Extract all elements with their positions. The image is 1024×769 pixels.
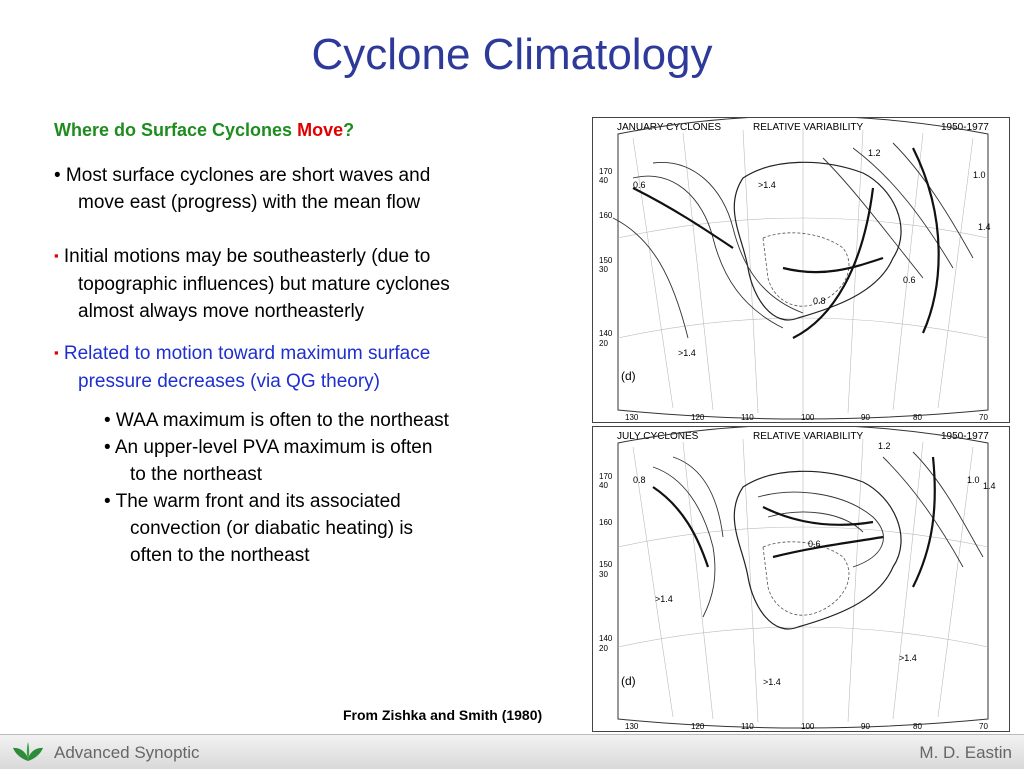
map-top-tick: 160	[599, 211, 613, 220]
bullet-3-line-1: Related to motion toward maximum surface	[63, 343, 431, 364]
subheading-suffix: ?	[343, 120, 355, 140]
sub-bullet-2-line-2: to the northeast	[130, 464, 263, 485]
map-top-tick: 130	[625, 413, 639, 422]
map-bottom-tick: 140	[599, 634, 613, 643]
map-bottom-tick: 70	[979, 722, 988, 731]
map-top-tick: 120	[691, 413, 705, 422]
map-bottom-label-a: >1.4	[655, 594, 673, 604]
map-top-tick: 150	[599, 256, 613, 265]
map-top-heading-right: 1950-1977	[941, 122, 989, 133]
map-bottom-tick: 170	[599, 472, 613, 481]
map-bottom-panel-label: (d)	[621, 674, 636, 688]
sub-bullet-1-line-1: • WAA maximum is often to the northeast	[104, 410, 449, 431]
bullet-1-line-2: move east (progress) with the mean flow	[78, 192, 421, 213]
track-arrow	[653, 487, 708, 567]
map-bottom-heading-mid: RELATIVE VARIABILITY	[753, 431, 864, 442]
footer-bar	[0, 734, 1024, 769]
map-bottom-tick: 110	[741, 722, 754, 731]
sub-bullet-2-line-1: • An upper-level PVA maximum is often	[104, 437, 433, 458]
map-bottom-label-g: 1.0	[967, 475, 980, 485]
bullet-2-line-3: almost always move northeasterly	[78, 301, 365, 322]
sub-bullet-3	[104, 488, 413, 569]
map-bottom-heading-left: JULY CYCLONES	[617, 431, 699, 442]
map-top-tick: 170	[599, 167, 613, 176]
map-bottom-tick: 130	[625, 722, 639, 731]
map-bottom-label-h: 1.4	[983, 481, 996, 491]
sub-bullet-3-line-1: • The warm front and its associated	[104, 491, 401, 512]
map-top-tick: 20	[599, 339, 608, 348]
map-bottom-label-b: >1.4	[763, 677, 781, 687]
map-bottom-heading-right: 1950-1977	[941, 431, 989, 442]
bullet-2	[54, 243, 450, 325]
map-bottom-label-e: 0.8	[633, 475, 646, 485]
footer-author: M. D. Eastin	[919, 743, 1012, 762]
map-top-tick: 90	[861, 413, 870, 422]
map-top-tick: 140	[599, 329, 613, 338]
border	[763, 542, 849, 615]
map-top-label-g: 0.6	[633, 180, 646, 190]
map-bottom-tick: 100	[801, 722, 815, 731]
bullet-3	[54, 340, 430, 395]
subheading-highlight: Move	[297, 120, 344, 140]
subheading	[54, 120, 354, 141]
map-top-label-e: 1.2	[868, 148, 881, 158]
map-top-heading-left: JANUARY CYCLONES	[617, 122, 722, 133]
map-bottom-tick: 120	[691, 722, 705, 731]
map-top-label-b: >1.4	[678, 348, 696, 358]
map-top-panel-label: (d)	[621, 369, 636, 383]
subheading-prefix: Where do Surface Cyclones	[54, 120, 298, 140]
map-top-heading-mid: RELATIVE VARIABILITY	[753, 122, 864, 133]
map-top-label-h: 1.4	[978, 222, 991, 232]
map-top-tick: 70	[979, 413, 988, 422]
map-bottom-tick: 80	[913, 722, 922, 731]
map-bottom-label-d: 0.6	[808, 539, 821, 549]
map-bottom-tick: 90	[861, 722, 870, 731]
slide-title: Cyclone Climatology	[311, 30, 713, 79]
coastline	[734, 471, 901, 629]
map-top-label-c: 0.6	[903, 275, 916, 285]
leaf-logo-icon	[10, 741, 46, 768]
bullet-2-line-2: topographic influences) but mature cyclones	[78, 274, 450, 295]
map-top-tick: 30	[599, 265, 608, 274]
map-bottom-tick: 40	[599, 481, 608, 490]
map-top-tick: 110	[741, 413, 754, 422]
january-cyclones-map	[592, 117, 1010, 423]
map-top-label-f: 1.0	[973, 170, 986, 180]
sub-bullet-2	[104, 434, 432, 488]
map-top-tick: 100	[801, 413, 815, 422]
bullet-3-marker: ▪	[54, 345, 59, 360]
map-bottom-label-c: >1.4	[899, 653, 917, 663]
bullet-1	[54, 162, 430, 216]
map-top-label-a: >1.4	[758, 180, 776, 190]
map-top-tick: 80	[913, 413, 922, 422]
footer-course-name: Advanced Synoptic	[54, 743, 200, 762]
map-bottom-label-f: 1.2	[878, 441, 891, 451]
bullet-1-line-1: • Most surface cyclones are short waves and	[54, 165, 431, 186]
sub-bullet-3-line-2: convection (or diabatic heating) is	[130, 518, 414, 539]
map-bottom-tick: 30	[599, 570, 608, 579]
sub-bullet-3-line-3: often to the northeast	[130, 545, 310, 566]
map-bottom-tick: 20	[599, 644, 608, 653]
bullet-2-line-1: Initial motions may be southeasterly (due to	[63, 246, 431, 267]
map-top-label-d: 0.8	[813, 296, 826, 306]
july-cyclones-map	[592, 426, 1010, 732]
sub-bullet-1	[104, 407, 449, 434]
map-top-tick: 40	[599, 176, 608, 185]
citation: From Zishka and Smith (1980)	[343, 707, 543, 723]
map-bottom-tick: 150	[599, 560, 613, 569]
bullet-2-marker: ▪	[54, 248, 59, 263]
bullet-3-line-2: pressure decreases (via QG theory)	[78, 371, 381, 392]
map-bottom-tick: 160	[599, 518, 613, 527]
